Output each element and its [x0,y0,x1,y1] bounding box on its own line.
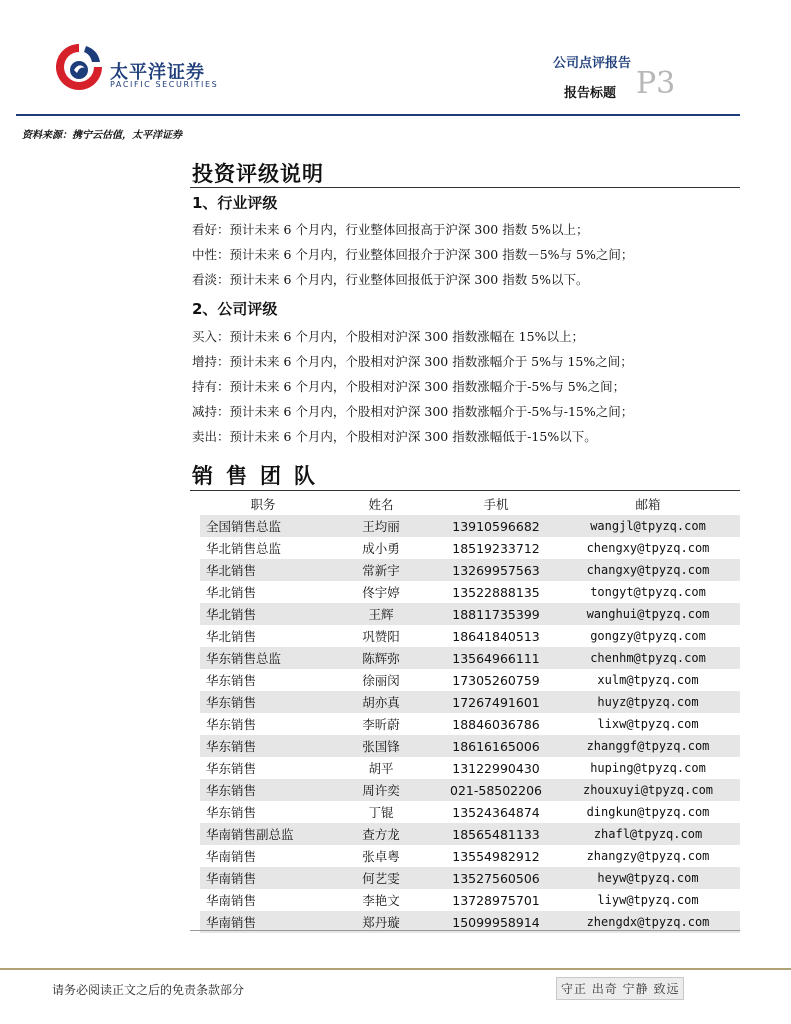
member-name: 佟宇婷 [362,585,400,600]
member-name: 查方龙 [326,823,436,845]
company-motto: 守正 出奇 宁静 致远 [556,977,684,1000]
member-title: 华南销售 [206,893,257,908]
member-name: 丁锟 [368,805,394,820]
member-email[interactable]: changxy@tpyzq.com [556,559,740,581]
member-name: 胡亦真 [326,691,436,713]
member-phone: 13527560506 [436,867,556,889]
disclaimer-note: 请务必阅读正文之后的免责条款部分 [52,983,245,997]
member-name: 常新宇 [326,559,436,581]
table-row [200,603,740,625]
table-row [200,625,740,647]
industry-rating-heading: 1、行业评级 [192,194,278,212]
member-phone: 13522888135 [452,584,540,600]
section-divider [190,490,740,491]
member-name: 徐丽闵 [362,673,400,688]
member-name: 周许奕 [326,779,436,801]
column-header-name: 姓名 [368,497,394,512]
member-email[interactable]: liyw@tpyzq.com [597,893,699,907]
member-title: 全国销售总监 [200,515,326,537]
member-name: 张国锋 [326,735,436,757]
member-email[interactable]: zhengdx@tpyzq.com [556,911,740,933]
table-row [200,845,740,867]
member-title: 华东销售 [206,717,257,732]
table-row [200,669,740,691]
member-title: 华东销售 [200,691,326,713]
table-row [200,691,740,713]
table-header-row [200,493,740,515]
member-phone: 13122990430 [452,760,540,776]
sales-team-rows [200,515,740,933]
member-email[interactable]: dingkun@tpyzq.com [586,805,710,819]
member-email[interactable]: xulm@tpyzq.com [597,673,699,687]
member-email[interactable]: gongzy@tpyzq.com [590,629,706,643]
member-title: 华南销售副总监 [200,823,326,845]
member-email[interactable]: wanghui@tpyzq.com [556,603,740,625]
member-title: 华南销售 [200,911,326,933]
member-phone: 13728975701 [452,892,540,908]
member-name: 张卓粤 [362,849,400,864]
member-title: 华北销售总监 [206,541,282,556]
page-header [0,0,791,120]
member-phone: 13269957563 [436,559,556,581]
member-name: 成小勇 [362,541,400,556]
table-row [200,889,740,911]
member-name: 何艺雯 [326,867,436,889]
member-phone: 18616165006 [436,735,556,757]
member-title: 华北销售 [206,585,257,600]
member-email[interactable]: zhangzy@tpyzq.com [586,849,710,863]
table-row [200,801,740,823]
member-phone: 18519233712 [452,540,540,556]
sales-team-table [200,493,740,933]
report-type: 公司点评报告 [552,56,631,71]
column-header-email: 邮箱 [635,497,661,512]
member-name: 李昕蔚 [362,717,400,732]
company-rating-heading: 2、公司评级 [192,300,278,318]
brand-name-en: PACIFIC SECURITIES [110,80,219,89]
section-divider [190,187,740,188]
member-name: 陈辉弥 [326,647,436,669]
company-rating-line: 卖出：预计未来 6 个月内，个股相对沪深 300 指数涨幅低于-15%以下。 [192,429,597,444]
member-email[interactable]: tongyt@tpyzq.com [590,585,706,599]
member-email[interactable]: huyz@tpyzq.com [556,691,740,713]
member-email[interactable]: chenhm@tpyzq.com [556,647,740,669]
member-phone: 021-58502206 [436,779,556,801]
sales-team-title: 销售团队 [192,463,328,488]
header-divider [16,114,740,116]
member-title: 华东销售 [200,779,326,801]
member-name: 王均丽 [326,515,436,537]
member-name: 李艳文 [362,893,400,908]
table-row [200,713,740,735]
member-phone: 17267491601 [436,691,556,713]
member-email[interactable]: huping@tpyzq.com [590,761,706,775]
member-phone: 18641840513 [452,628,540,644]
data-source-note: 资料来源：携宁云估值，太平洋证券 [22,130,182,141]
member-phone: 13910596682 [436,515,556,537]
member-email[interactable]: heyw@tpyzq.com [556,867,740,889]
member-phone: 18565481133 [436,823,556,845]
member-phone: 13524364874 [452,804,540,820]
footer-divider [0,968,791,970]
table-row [200,515,740,537]
member-phone: 15099958914 [436,911,556,933]
table-row [200,559,740,581]
column-header-phone: 手机 [483,497,509,512]
table-row [200,867,740,889]
table-row [200,581,740,603]
member-name: 王辉 [326,603,436,625]
rating-section-title: 投资评级说明 [192,161,324,186]
member-phone: 18846036786 [452,716,540,732]
table-row [200,823,740,845]
industry-rating-line: 中性：预计未来 6 个月内，行业整体回报介于沪深 300 指数－5%与 5%之间； [192,247,634,262]
table-row [200,757,740,779]
member-email[interactable]: lixw@tpyzq.com [597,717,699,731]
member-email[interactable]: wangjl@tpyzq.com [556,515,740,537]
member-name: 巩赞阳 [362,629,400,644]
company-rating-line: 持有：预计未来 6 个月内，个股相对沪深 300 指数涨幅介于-5%与 5%之间； [192,379,626,394]
member-phone: 17305260759 [452,672,540,688]
company-rating-line: 增持：预计未来 6 个月内，个股相对沪深 300 指数涨幅介于 5%与 15%之间； [192,354,633,369]
member-title: 华南销售 [206,849,257,864]
table-bottom-rule [190,930,740,931]
member-title: 华北销售 [200,559,326,581]
member-title: 华东销售 [200,735,326,757]
company-rating-line: 减持：预计未来 6 个月内，个股相对沪深 300 指数涨幅介于-5%与-15%之间； [192,404,634,419]
member-name: 胡平 [368,761,394,776]
member-title: 华北销售 [200,603,326,625]
member-email[interactable]: zhanggf@tpyzq.com [556,735,740,757]
table-row [200,647,740,669]
member-email[interactable]: zhafl@tpyzq.com [556,823,740,845]
member-email[interactable]: zhouxuyi@tpyzq.com [556,779,740,801]
company-rating-line: 买入：预计未来 6 个月内，个股相对沪深 300 指数涨幅在 15%以上； [192,329,584,344]
industry-rating-line: 看淡：预计未来 6 个月内，行业整体回报低于沪深 300 指数 5%以下。 [192,272,589,287]
report-title: 报告标题 [563,86,616,101]
table-row [200,779,740,801]
table-row [200,735,740,757]
table-row [200,537,740,559]
member-title: 华东销售总监 [200,647,326,669]
member-phone: 18811735399 [436,603,556,625]
industry-rating-line: 看好：预计未来 6 个月内，行业整体回报高于沪深 300 指数 5%以上； [192,222,589,237]
member-name: 郑丹璇 [326,911,436,933]
member-phone: 13564966111 [436,647,556,669]
column-header-title: 职务 [250,497,276,512]
member-phone: 13554982912 [452,848,540,864]
member-title: 华东销售 [206,761,257,776]
member-title: 华东销售 [206,673,257,688]
member-title: 华北销售 [206,629,257,644]
pacific-securities-logo-icon [52,40,106,94]
member-title: 华东销售 [206,805,257,820]
member-email[interactable]: chengxy@tpyzq.com [586,541,710,555]
brand-name-cn: 太平洋证券 [110,62,205,83]
page-number: P3 [636,66,676,101]
member-title: 华南销售 [200,867,326,889]
